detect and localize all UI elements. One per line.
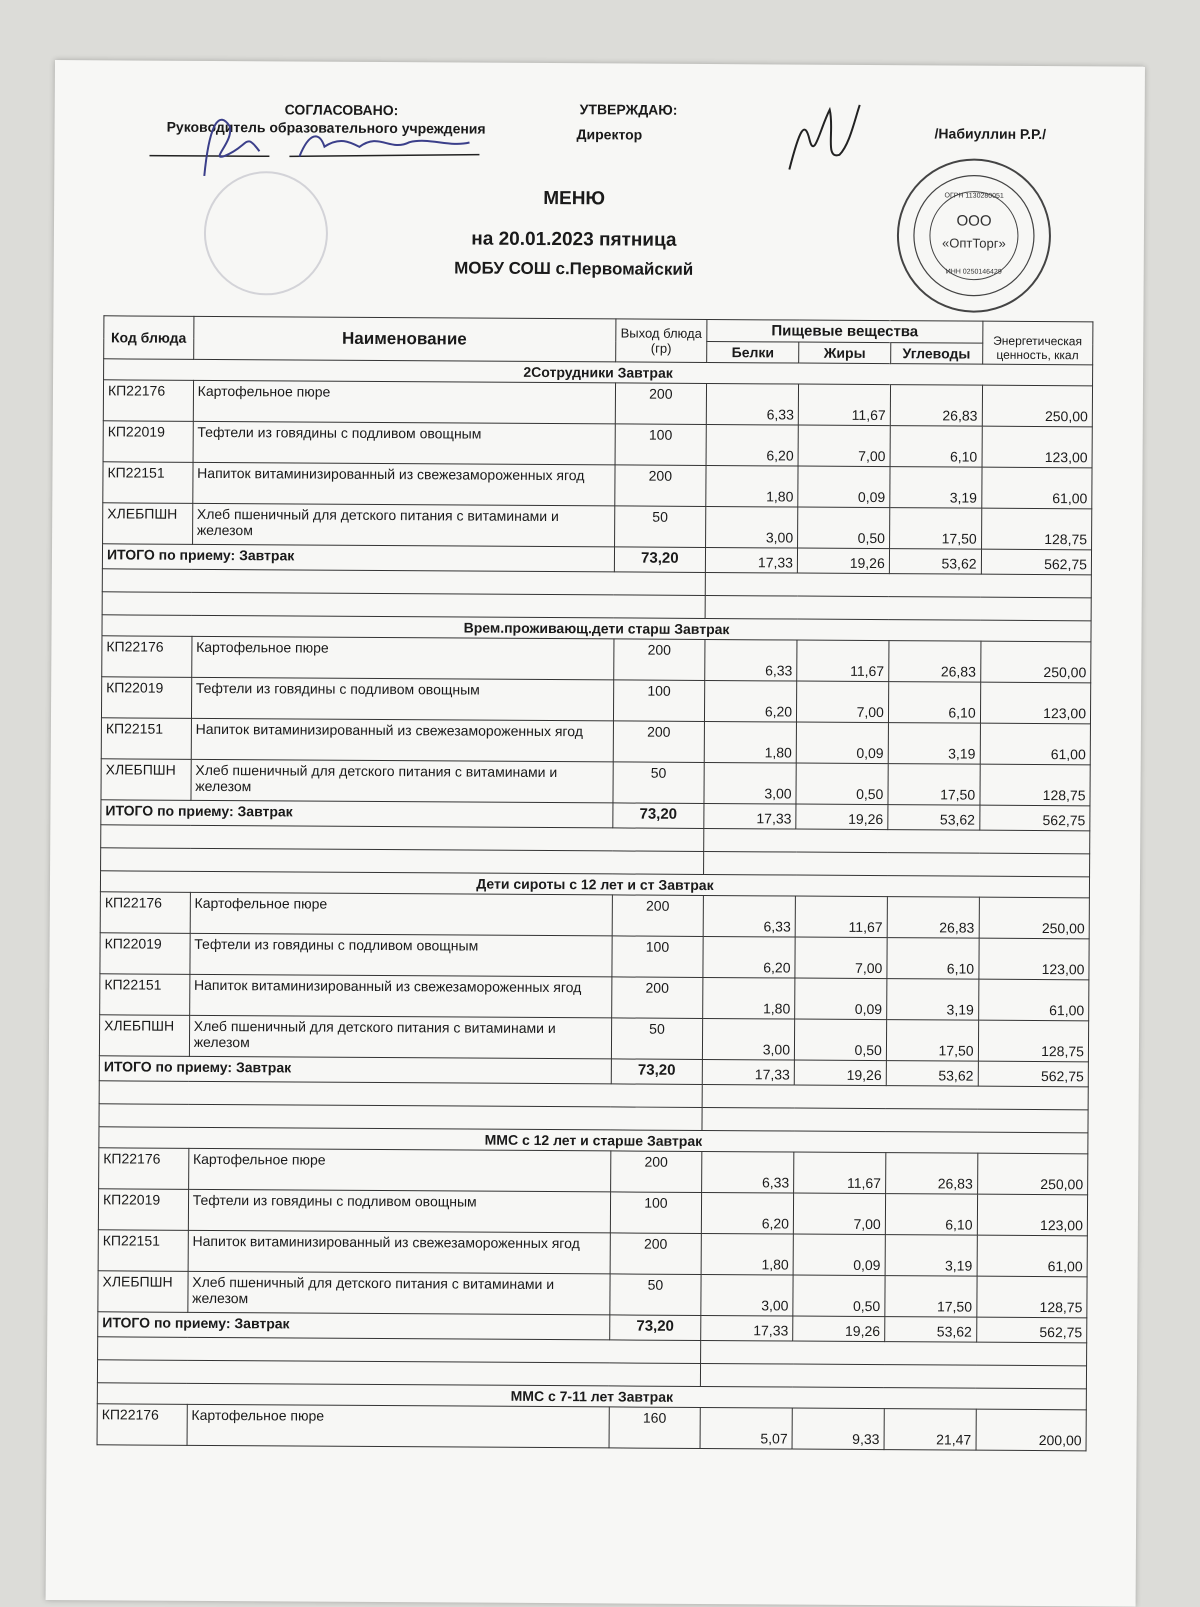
total-carbs: 53,62	[885, 1317, 977, 1343]
table-row	[101, 677, 1090, 724]
blank-cell	[701, 1340, 1087, 1365]
dish-code: ХЛЕБПШН	[101, 759, 191, 801]
table-row	[101, 759, 1090, 806]
dish-protein: 6,20	[705, 680, 797, 722]
dish-energy: 128,75	[981, 508, 1092, 550]
dish-name: Хлеб пшеничный для детского питания с витаминами и железом	[191, 759, 613, 803]
total-protein: 17,33	[706, 547, 798, 573]
dish-output: 200	[614, 465, 706, 507]
col-carbs: Углеводы	[891, 343, 983, 365]
signature-right	[779, 99, 870, 190]
dish-carbs: 3,19	[890, 467, 982, 509]
stamp-inn: ИНН 0250146429	[945, 268, 1002, 276]
dish-code: КП22176	[102, 636, 192, 678]
dish-fat: 9,33	[792, 1408, 884, 1450]
total-fat: 19,26	[797, 548, 889, 574]
dish-name: Картофельное пюре	[190, 892, 612, 936]
total-label: ИТОГО по приему: Завтрак	[101, 800, 613, 828]
table-row	[99, 1148, 1088, 1195]
dish-protein: 1,80	[703, 977, 795, 1019]
dish-carbs: 17,50	[888, 764, 980, 806]
dish-carbs: 6,10	[885, 1194, 977, 1236]
dish-protein: 1,80	[705, 721, 797, 763]
dish-name: Тефтели из говядины с подливом овощным	[191, 677, 613, 721]
dish-output: 100	[615, 424, 707, 466]
dish-output: 50	[612, 762, 704, 804]
total-energy: 562,75	[978, 1061, 1089, 1087]
dish-output: 50	[611, 1018, 703, 1060]
dish-fat: 0,09	[798, 466, 890, 508]
table-row	[98, 1189, 1087, 1236]
dish-protein: 3,00	[701, 1274, 793, 1316]
dish-name: Напиток витаминизированный из свежезамороженных ягод	[188, 1230, 610, 1274]
dish-energy: 250,00	[979, 897, 1090, 939]
dish-carbs: 3,19	[885, 1235, 977, 1277]
dish-output: 200	[611, 977, 703, 1019]
company-stamp	[893, 155, 1054, 316]
table-row	[103, 503, 1092, 550]
dish-code: КП22151	[101, 718, 191, 760]
dish-name: Хлеб пшеничный для детского питания с витаминами и железом	[192, 503, 614, 547]
dish-name: Хлеб пшеничный для детского питания с витаминами и железом	[189, 1015, 611, 1059]
dish-energy: 200,00	[976, 1409, 1087, 1451]
col-output: Выход блюда (гр)	[615, 319, 707, 363]
table-row	[100, 892, 1089, 939]
dish-output: 200	[613, 639, 705, 681]
dish-fat: 7,00	[795, 937, 887, 979]
dish-name: Картофельное пюре	[193, 380, 615, 424]
dish-protein: 3,00	[704, 762, 796, 804]
school-stamp	[204, 171, 329, 296]
dish-fat: 0,50	[794, 1019, 886, 1061]
dish-carbs: 26,83	[889, 641, 981, 683]
table-row	[102, 636, 1091, 683]
total-fat: 19,26	[793, 1316, 885, 1342]
total-fat: 19,26	[794, 1060, 886, 1086]
dish-fat: 11,67	[798, 384, 890, 426]
total-carbs: 53,62	[889, 549, 981, 575]
dish-output: 100	[613, 680, 705, 722]
table-row	[103, 380, 1092, 427]
dish-protein: 6,33	[703, 895, 795, 937]
total-fat: 19,26	[796, 804, 888, 830]
total-carbs: 53,62	[888, 805, 980, 831]
col-name: Наименование	[193, 316, 615, 362]
dish-code: ХЛЕБПШН	[99, 1015, 189, 1057]
dish-code: ХЛЕБПШН	[103, 503, 193, 545]
dish-energy: 128,75	[976, 1276, 1087, 1318]
approve-name: /Набиуллин Р.Р./	[934, 125, 1047, 143]
dish-carbs: 3,19	[886, 979, 978, 1021]
dish-name: Напиток витаминизированный из свежезамороженных ягод	[191, 718, 613, 762]
dish-output: 100	[610, 1192, 702, 1234]
blank-cell	[701, 1363, 1087, 1388]
menu-table	[97, 315, 1094, 1451]
dish-output: 200	[612, 895, 704, 937]
total-output: 73,20	[609, 1315, 701, 1341]
dish-code: КП22151	[98, 1230, 188, 1272]
total-output: 73,20	[611, 1059, 703, 1085]
col-nutrients: Пищевые вещества	[707, 319, 982, 343]
dish-name: Картофельное пюре	[191, 636, 613, 680]
dish-protein: 6,33	[707, 383, 799, 425]
school-name: МОБУ СОШ с.Первомайский	[454, 258, 694, 279]
dish-carbs: 17,50	[889, 508, 981, 550]
menu-title: МЕНЮ	[543, 187, 606, 210]
dish-carbs: 26,83	[885, 1153, 977, 1195]
dish-energy: 61,00	[978, 979, 1089, 1021]
dish-output: 200	[613, 721, 705, 763]
dish-code: КП22019	[103, 421, 193, 463]
table-row	[100, 974, 1089, 1021]
dish-output: 160	[609, 1407, 701, 1449]
dish-fat: 11,67	[795, 896, 887, 938]
dish-output: 100	[611, 936, 703, 978]
col-fat: Жиры	[799, 342, 891, 364]
col-code: Код блюда	[104, 316, 194, 360]
blank-cell	[706, 572, 1092, 597]
dish-code: КП22151	[100, 974, 190, 1016]
dish-energy: 123,00	[979, 938, 1090, 980]
dish-protein: 6,33	[705, 639, 797, 681]
dish-energy: 123,00	[982, 426, 1093, 468]
table-row	[98, 1230, 1087, 1277]
dish-carbs: 6,10	[888, 682, 980, 724]
approve-label: УТВЕРЖДАЮ:	[579, 101, 678, 118]
total-energy: 562,75	[976, 1317, 1087, 1343]
dish-carbs: 17,50	[885, 1276, 977, 1318]
total-protein: 17,33	[701, 1315, 793, 1341]
dish-carbs: 21,47	[884, 1409, 976, 1451]
table-row	[98, 1271, 1087, 1318]
table-row	[100, 933, 1089, 980]
total-carbs: 53,62	[886, 1061, 978, 1087]
dish-code: КП22019	[101, 677, 191, 719]
dish-fat: 0,50	[796, 763, 888, 805]
section-title: ММС с 7-11 лет Завтрак	[97, 1383, 1086, 1410]
total-label: ИТОГО по приему: Завтрак	[102, 544, 614, 572]
total-output: 73,20	[612, 803, 704, 829]
total-protein: 17,33	[703, 1059, 795, 1085]
stamp-company-line1: ООО	[956, 212, 992, 230]
menu-date: на 20.01.2023 пятница	[471, 228, 677, 251]
dish-fat: 0,50	[798, 507, 890, 549]
dish-protein: 5,07	[700, 1407, 792, 1449]
dish-output: 200	[610, 1151, 702, 1193]
table-row	[103, 421, 1092, 468]
table-header-row	[104, 316, 1093, 344]
table-row	[103, 462, 1092, 509]
total-label: ИТОГО по приему: Завтрак	[98, 1312, 610, 1340]
blank-cell	[705, 595, 1091, 620]
dish-carbs: 26,83	[890, 385, 982, 427]
dish-energy: 128,75	[978, 1020, 1089, 1062]
dish-protein: 1,80	[701, 1233, 793, 1275]
blank-cell	[702, 1084, 1088, 1109]
total-energy: 562,75	[981, 549, 1092, 575]
dish-code: КП22176	[103, 380, 193, 422]
dish-energy: 128,75	[980, 764, 1091, 806]
dish-output: 200	[610, 1233, 702, 1275]
dish-protein: 6,20	[706, 424, 798, 466]
dish-code: ХЛЕБПШН	[98, 1271, 188, 1313]
dish-protein: 6,33	[702, 1151, 794, 1193]
dish-carbs: 26,83	[887, 897, 979, 939]
section-title: Дети сироты с 12 лет и ст Завтрак	[100, 871, 1089, 898]
table-row	[97, 1404, 1086, 1451]
approved-label: СОГЛАСОВАНО:	[284, 101, 399, 119]
dish-name: Тефтели из говядины с подливом овощным	[188, 1189, 610, 1233]
dish-fat: 7,00	[793, 1193, 885, 1235]
dish-fat: 11,67	[797, 640, 889, 682]
blank-cell	[702, 1107, 1088, 1132]
dish-energy: 61,00	[977, 1235, 1088, 1277]
dish-name: Напиток витаминизированный из свежезамороженных ягод	[193, 462, 615, 506]
dish-fat: 0,09	[795, 978, 887, 1020]
blank-cell	[704, 851, 1090, 876]
dish-code: КП22176	[97, 1404, 187, 1446]
dish-name: Хлеб пшеничный для детского питания с витаминами и железом	[188, 1271, 610, 1315]
dish-energy: 123,00	[977, 1194, 1088, 1236]
dish-energy: 250,00	[982, 385, 1093, 427]
dish-carbs: 6,10	[890, 426, 982, 468]
col-energy: Энергетическая ценность, ккал	[982, 321, 1093, 365]
dish-output: 50	[609, 1274, 701, 1316]
signature-left	[149, 101, 510, 198]
table-row	[101, 718, 1090, 765]
dish-protein: 1,80	[706, 465, 798, 507]
menu-body	[97, 359, 1093, 1451]
dish-protein: 3,00	[706, 506, 798, 548]
dish-name: Картофельное пюре	[187, 1404, 609, 1448]
total-energy: 562,75	[979, 805, 1090, 831]
dish-name: Картофельное пюре	[188, 1148, 610, 1192]
dish-name: Тефтели из говядины с подливом овощным	[193, 421, 615, 465]
dish-protein: 3,00	[703, 1018, 795, 1060]
dish-energy: 123,00	[980, 682, 1091, 724]
dish-fat: 0,09	[796, 722, 888, 764]
dish-name: Напиток витаминизированный из свежезамороженных ягод	[189, 974, 611, 1018]
stamp-company-line2: «ОптТорг»	[942, 235, 1006, 251]
dish-output: 200	[615, 383, 707, 425]
dish-code: КП22019	[98, 1189, 188, 1231]
dish-output: 50	[614, 506, 706, 548]
approve-role: Директор	[576, 126, 643, 143]
dish-fat: 11,67	[794, 1152, 886, 1194]
dish-fat: 7,00	[797, 681, 889, 723]
dish-code: КП22151	[103, 462, 193, 504]
dish-protein: 6,20	[703, 936, 795, 978]
total-output: 73,20	[614, 547, 706, 573]
dish-energy: 250,00	[977, 1153, 1088, 1195]
dish-energy: 250,00	[980, 641, 1091, 683]
dish-carbs: 17,50	[886, 1020, 978, 1062]
total-label: ИТОГО по приему: Завтрак	[99, 1056, 611, 1084]
dish-fat: 0,09	[793, 1234, 885, 1276]
dish-energy: 61,00	[981, 467, 1092, 509]
section-title: 2Сотрудники Завтрак	[104, 359, 1093, 386]
col-protein: Белки	[707, 341, 799, 363]
total-protein: 17,33	[704, 803, 796, 829]
dish-code: КП22176	[99, 1148, 189, 1190]
dish-code: КП22176	[100, 892, 190, 934]
dish-code: КП22019	[100, 933, 190, 975]
dish-fat: 7,00	[798, 425, 890, 467]
blank-cell	[704, 828, 1090, 853]
approved-role: Руководитель образовательного учреждения	[166, 118, 486, 137]
document-page	[46, 60, 1145, 1607]
stamp-ogrn: ОГРН 1130280051	[944, 192, 1004, 200]
table-row	[99, 1015, 1088, 1062]
section-title: Врем.проживающ.дети старш Завтрак	[102, 615, 1091, 642]
dish-protein: 6,20	[702, 1192, 794, 1234]
dish-fat: 0,50	[793, 1275, 885, 1317]
dish-energy: 61,00	[980, 723, 1091, 765]
dish-carbs: 6,10	[887, 938, 979, 980]
dish-carbs: 3,19	[888, 723, 980, 765]
dish-name: Тефтели из говядины с подливом овощным	[190, 933, 612, 977]
section-title: ММС с 12 лет и старше Завтрак	[99, 1127, 1088, 1154]
